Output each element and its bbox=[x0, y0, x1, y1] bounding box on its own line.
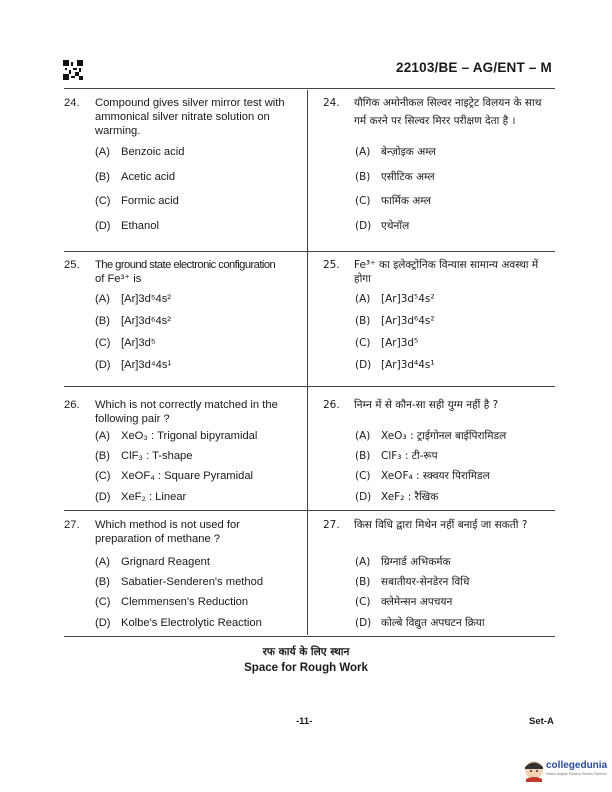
question-number: 27. bbox=[323, 519, 340, 531]
option-b[interactable]: (B) [Ar]3d⁶4s² bbox=[95, 315, 171, 327]
column-divider bbox=[307, 90, 308, 635]
row-divider bbox=[64, 386, 555, 387]
question-text-line: Compound gives silver mirror test with bbox=[95, 97, 285, 109]
question-text-line: निम्न में से कौन-सा सही युग्म नहीं है ? bbox=[354, 399, 499, 411]
option-a[interactable]: (A) ग्रिग्नार्ड अभिकर्मक bbox=[355, 556, 451, 568]
question-text-line: गर्म करने पर सिल्वर मिरर परीक्षण देता है । bbox=[354, 115, 516, 127]
logo-text: collegedunia bbox=[546, 760, 608, 771]
paper-code: 22103/BE – AG/ENT – M bbox=[395, 60, 552, 75]
question-text-line: Which is not correctly matched in the bbox=[95, 399, 278, 411]
question-text-line: किस विधि द्वारा मिथेन नहीं बनाई जा सकती ? bbox=[354, 519, 528, 531]
option-b[interactable]: (B) [Ar]3d⁶4s² bbox=[355, 315, 435, 327]
option-d[interactable]: (D) [Ar]3d⁴4s¹ bbox=[95, 359, 172, 371]
option-c[interactable]: (C) क्लेमेन्सन अपचयन bbox=[355, 596, 453, 608]
rough-work-label: Space for Rough Work bbox=[244, 662, 368, 674]
option-d[interactable]: (D) कोल्बे विद्युत अपघटन क्रिया bbox=[355, 617, 485, 629]
bottom-divider bbox=[64, 636, 555, 637]
option-d[interactable]: (D) Ethanol bbox=[95, 220, 159, 232]
option-b[interactable]: (B) Sabatier-Senderen's method bbox=[95, 576, 264, 588]
question-text-line: preparation of methane ? bbox=[95, 533, 221, 545]
header-divider bbox=[64, 88, 555, 89]
option-b[interactable]: (B) ClF₃ : टी-रूप bbox=[355, 450, 438, 462]
page-number: -11- bbox=[296, 716, 313, 727]
option-c[interactable]: (C) [Ar]3d⁵ bbox=[355, 337, 419, 349]
option-b[interactable]: (B) ClF₃ : T-shape bbox=[95, 450, 193, 462]
option-d[interactable]: (D) XeF₂ : Linear bbox=[95, 491, 187, 503]
option-d[interactable]: (D) एथेनॉल bbox=[355, 220, 410, 232]
question-text-line: The ground state electronic configuration bbox=[95, 259, 276, 271]
question-number: 24. bbox=[323, 97, 340, 109]
option-b[interactable]: (B) एसीटिक अम्ल bbox=[355, 171, 435, 183]
option-c[interactable]: (C) [Ar]3d⁵ bbox=[95, 337, 156, 349]
option-d[interactable]: (D) XeF₂ : रैखिक bbox=[355, 491, 439, 503]
option-d[interactable]: (D) [Ar]3d⁴4s¹ bbox=[355, 359, 435, 371]
option-a[interactable]: (A) Grignard Reagent bbox=[95, 556, 210, 568]
logo-tagline: India's largest Student Review Platform bbox=[546, 772, 607, 776]
qr-code-icon bbox=[63, 60, 83, 80]
question-text-line: Fe³⁺ का इलेक्ट्रोनिक विन्यास सामान्य अवस्था में bbox=[354, 259, 539, 271]
question-number: 26. bbox=[64, 399, 80, 411]
row-divider bbox=[64, 510, 555, 511]
question-text-line: ammonical silver nitrate solution on bbox=[95, 111, 270, 123]
option-c[interactable]: (C) Clemmensen's Reduction bbox=[95, 596, 249, 608]
option-a[interactable]: (A) [Ar]3d⁵4s² bbox=[95, 293, 172, 305]
question-text-line: होगा bbox=[354, 273, 371, 285]
option-d[interactable]: (D) Kolbe's Electrolytic Reaction bbox=[95, 617, 262, 629]
question-number: 27. bbox=[64, 519, 80, 531]
rough-work-label-hindi: रफ कार्य के लिए स्थान bbox=[262, 646, 350, 658]
question-text-line: Which method is not used for bbox=[95, 519, 240, 531]
option-a[interactable]: (A) [Ar]3d⁵4s² bbox=[355, 293, 435, 305]
option-c[interactable]: (C) फार्मिक अम्ल bbox=[355, 195, 431, 207]
option-b[interactable]: (B) Acetic acid bbox=[95, 171, 176, 183]
option-c[interactable]: (C) XeOF₄ : स्क्वयर पिरामिडल bbox=[355, 470, 490, 482]
option-c[interactable]: (C) Formic acid bbox=[95, 195, 179, 207]
question-text-line: warming. bbox=[95, 125, 141, 137]
option-a[interactable]: (A) बेन्ज़ोइक अम्ल bbox=[355, 146, 436, 158]
option-a[interactable]: (A) XeO₃ : Trigonal bipyramidal bbox=[95, 430, 258, 442]
question-number: 25. bbox=[323, 259, 340, 271]
question-number: 25. bbox=[64, 259, 80, 271]
option-c[interactable]: (C) XeOF₄ : Square Pyramidal bbox=[95, 470, 254, 482]
question-text-line: of Fe³⁺ is bbox=[95, 273, 142, 285]
option-a[interactable]: (A) XeO₃ : ट्राईगोनल बाईपिरामिडल bbox=[355, 430, 507, 442]
option-b[interactable]: (B) सबातीयर-सेनडेरन विधि bbox=[355, 576, 470, 588]
row-divider bbox=[64, 251, 555, 252]
question-text-line: following pair ? bbox=[95, 413, 170, 425]
question-number: 26. bbox=[323, 399, 340, 411]
option-a[interactable]: (A) Benzoic acid bbox=[95, 146, 185, 158]
question-text-line: यौगिक अमोनीकल सिल्वर नाइट्रेट विलयन के साथ bbox=[354, 97, 542, 109]
question-number: 24. bbox=[64, 97, 80, 109]
set-label: Set-A bbox=[529, 716, 554, 727]
